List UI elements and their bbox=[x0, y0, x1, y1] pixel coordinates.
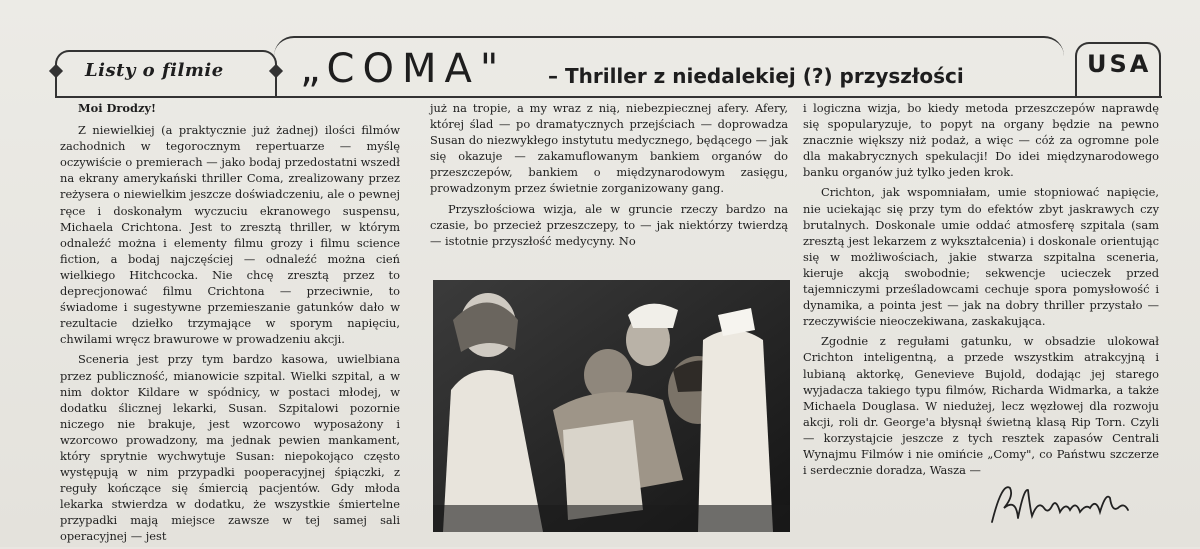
paragraph: Zgodnie z regułami gatunku, w obsadzie ulokował Crichton inteligentną, a przede wszystkim atrakcyjną i lubianą aktorkę, Genevieve Bujold, dodając jej starego wyjadacza takiego typu filmów, Richarda Widmarka, a także Michaela Douglasa. W niedużej, lecz węzłowej dla rozwoju akcji, roli dr. George'a błysnął świetną klasą Rip Torn. Czyli — korzystajcie jeszcze z tych resztek zapasów Centrali Wynajmu Filmów i nie omińcie „Comy", co Państwu szczerze i serdecznie doradza, Wasza — bbox=[803, 334, 1159, 478]
paragraph: i logiczna wizja, bo kiedy metoda przeszczepów naprawdę się spopularyzuje, to popyt na organy będzie na pewno znacznie większy niż podaż, a więc — cóż za ogromne pole dla makabrycznych spekulacji! Do idei międzynarodowego banku organów już tylko jeden krok. bbox=[803, 101, 1159, 180]
header-rule bbox=[55, 96, 1162, 98]
column-1 bbox=[60, 100, 400, 549]
paragraph: Crichton, jak wspomniałam, umie stopniować napięcie, nie uciekając się przy tym do efektów zbyt jaskrawych czy brutalnych. Doskonale umie oddać atmosferę szpitala (sam zresztą jest lekarzem z wykształcenia) i doskonale orientując się w możliwościach, jakie stwarza szpitalna sceneria, kieruje akcją swobodnie; sekwencje ucieczek przed tajemniczymi prześladowcami cechuje spora pomysłowość i dynamika, a pointa jest — jak na dobry thriller przystało — rzeczywiście nieoczekiwana, zaskakująca. bbox=[803, 185, 1159, 329]
film-still-image bbox=[433, 280, 790, 532]
rubric-label: Listy o filmie bbox=[85, 60, 224, 81]
column-2 bbox=[430, 100, 788, 253]
article-subtitle: – Thriller z niedalekiej (?) przyszłości bbox=[548, 64, 964, 88]
paragraph: Przyszłościowa wizja, ale w gruncie rzeczy bardzo na czasie, bo przecież przeszczepy, to — jak niektórzy twierdzą — istotnie przyszłość medycyny. No bbox=[430, 201, 788, 248]
country-label: USA bbox=[1087, 50, 1152, 78]
country-box bbox=[1075, 42, 1161, 96]
article-header bbox=[0, 36, 1200, 98]
paragraph: Z niewielkiej (a praktycznie już żadnej) ilości filmów zachodnich w tegorocznym repertuarze — myślę oczywiście o premierach — jako bodaj przedostatni wszedł na ekrany amerykański thriller Coma, zrealizowany przez reżysera o niewielkim jeszcze doświadczeniu, ale o pewnej ręce i doskonałym wyczuciu ekranowego suspensu, Michaela Crichtona. Jest to zresztą thriller, w którym odnaleźć można i elementy filmu grozy i filmu science fiction, a bodaj najczęściej — odnaleźć można cień wielkiego Hitchcocka. Nie chcę zresztą przez to deprecjonować filmu Crichtona — przeciwnie, to świadome i sugestywne przemieszanie gatunków dało w rezultacie dziełko trzymające w sporym napięciu, chwilami wręcz brawurowe w prowadzeniu akcji. bbox=[60, 123, 400, 347]
paragraph: już na tropie, a my wraz z nią, niebezpiecznej afery. Afery, której ślad — po dramatycznych przejściach — doprowadza Susan do niezwykłego instytutu medycznego, będącego — jak się okazuje — zakamuflowanym bankiem organów do przeszczepów, bankiem o międzynarodowym zasięgu, prowadzonym przez świetnie zorganizowany gang. bbox=[430, 101, 788, 196]
diamond-ornament-icon bbox=[49, 64, 63, 78]
article-title: „COMA" bbox=[300, 46, 507, 92]
handwritten-signature-icon bbox=[988, 478, 1138, 528]
signature-image bbox=[988, 478, 1138, 528]
paragraph: Sceneria jest przy tym bardzo kasowa, uwielbiana przez publiczność, mianowicie szpital. Wielki szpital, a w nim doktor Kildare w spódnicy, w postaci młodej, w dodatku ślicznej lekarki, Susan. Szpitalowi pozornie niczego nie brakuje, jest wzorcowo wyposażony i wzorcowo prowadzony, ma jednak pewien mankament, który sprytnie wychwytuje Susan: niepokojąco często występują w nim przypadki pooperacyjnej śpiączki, z reguły kończące się śmiercią pacjentów. Gdy młoda lekarka stwierdza w dodatku, że wszystkie śmiertelne przypadki mają miejsce zawsze w tej samej sali operacyjnej — jest bbox=[60, 352, 400, 544]
rubric-box bbox=[55, 50, 277, 96]
greeting: Moi Drodzy! bbox=[78, 101, 157, 115]
film-still-photo bbox=[433, 280, 790, 532]
column-3 bbox=[803, 100, 1159, 482]
